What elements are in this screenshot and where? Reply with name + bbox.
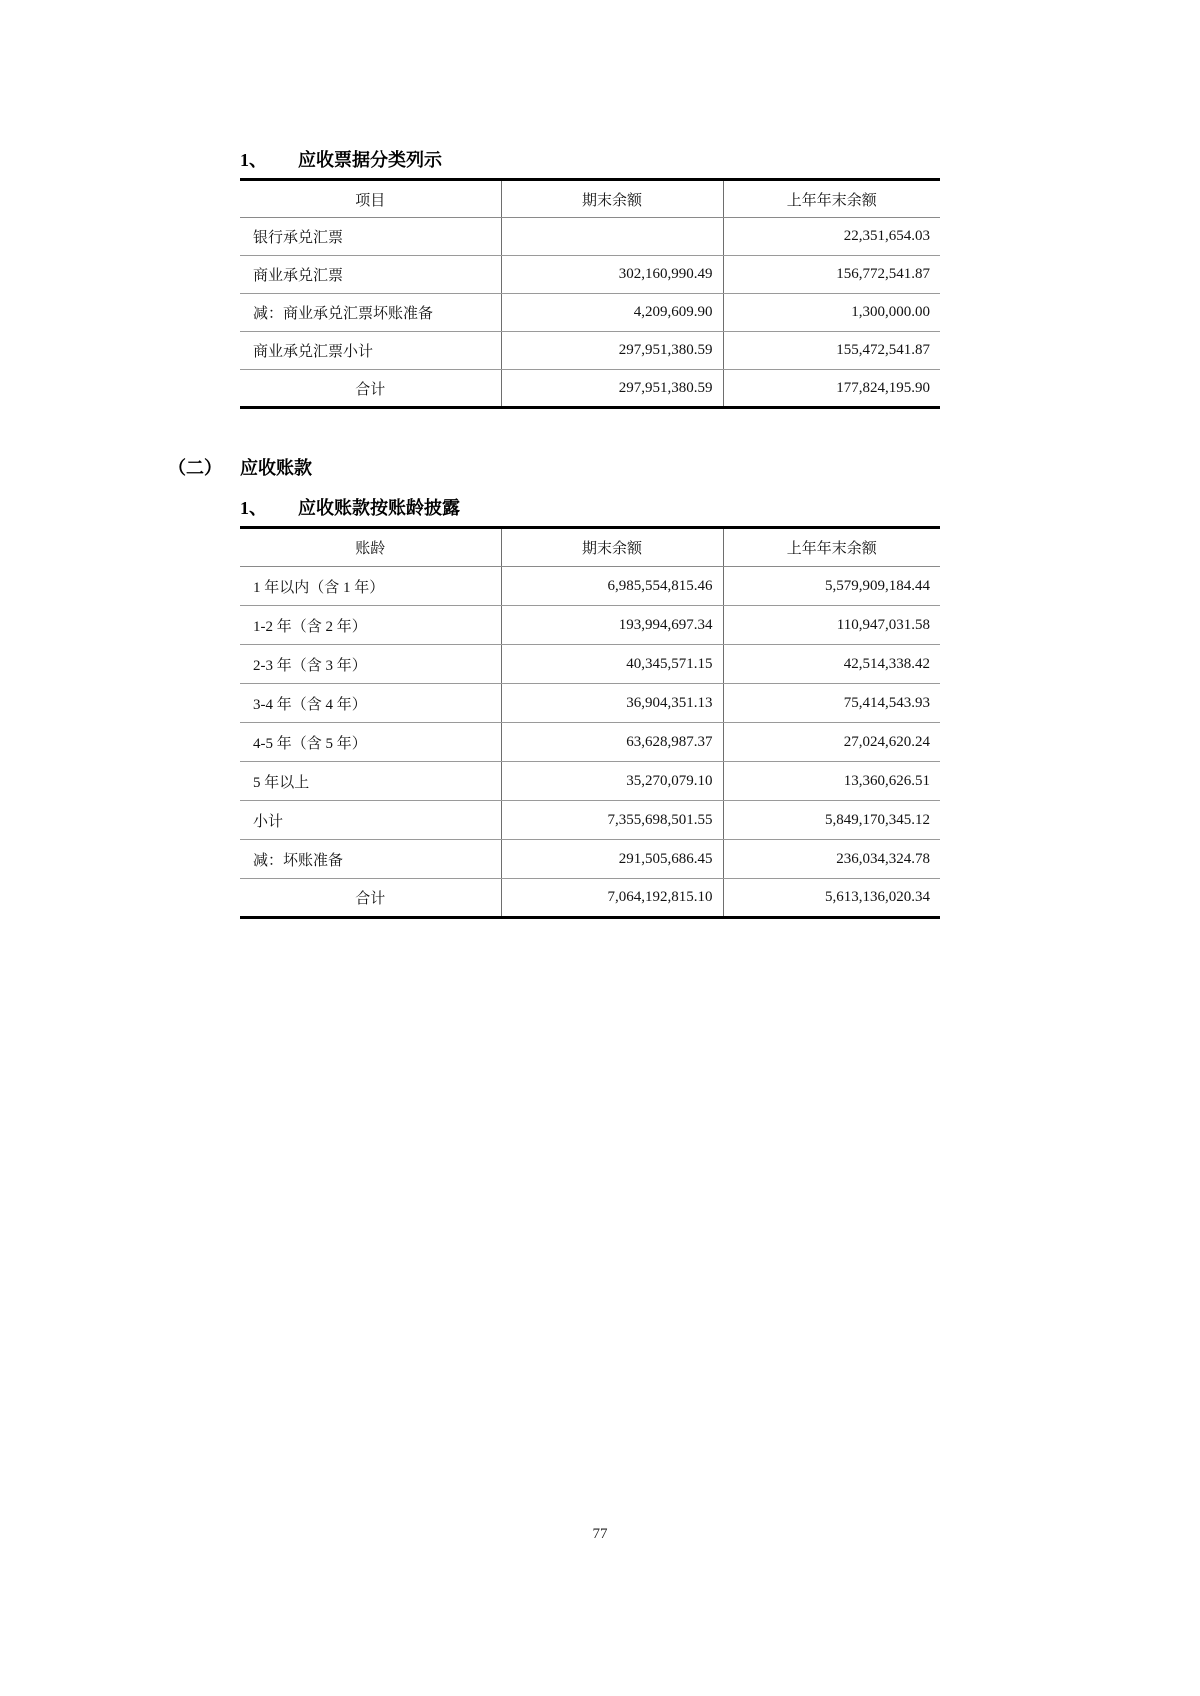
cell-prior-year-balance: 177,824,195.90	[836, 379, 930, 396]
accounts-receivable-aging-table	[240, 526, 940, 919]
table-row	[240, 762, 940, 801]
row-label: 4-5 年（含 5 年）	[240, 723, 501, 762]
table-row	[240, 218, 940, 256]
header-prior-year-balance: 上年年末余额	[723, 180, 940, 218]
section2-number: （二）	[168, 458, 222, 478]
header-prior-year-balance: 上年年末余额	[723, 528, 940, 567]
cell-closing-balance	[501, 218, 723, 256]
cell-prior-year-balance: 5,849,170,345.12	[723, 801, 940, 840]
row-label: 5 年以上	[240, 762, 501, 801]
section2-title: 应收账款	[240, 458, 312, 478]
table-row	[240, 256, 940, 294]
table-row	[240, 879, 940, 918]
table-row	[240, 370, 940, 408]
row-label: 2-3 年（含 3 年）	[240, 645, 501, 684]
header-closing-balance: 期末余额	[501, 528, 723, 567]
cell-closing-balance: 35,270,079.10	[501, 762, 723, 801]
header-aging: 账龄	[240, 528, 501, 567]
table-row	[240, 723, 940, 762]
cell-closing-balance: 291,505,686.45	[501, 840, 723, 879]
section2-subheading-text: 应收账款按账龄披露	[298, 498, 460, 518]
table-row	[240, 684, 940, 723]
cell-closing-balance: 193,994,697.34	[501, 606, 723, 645]
header-item: 项目	[240, 180, 501, 218]
cell-prior-year-balance: 1,300,000.00	[723, 294, 940, 332]
row-label: 1 年以内（含 1 年）	[240, 567, 501, 606]
cell-closing-balance: 4,209,609.90	[501, 294, 723, 332]
table-row	[240, 840, 940, 879]
cell-prior-year-balance: 236,034,324.78	[723, 840, 940, 879]
table-row	[240, 801, 940, 840]
section2-heading	[168, 456, 940, 480]
cell-closing-balance: 302,160,990.49	[501, 256, 723, 294]
cell-closing-balance: 7,355,698,501.55	[501, 801, 723, 840]
cell-closing-balance: 40,345,571.15	[501, 645, 723, 684]
row-label: 银行承兑汇票	[240, 218, 501, 256]
page-content	[168, 148, 940, 919]
cell-prior-year-balance: 5,579,909,184.44	[723, 567, 940, 606]
section2-subheading	[240, 496, 940, 520]
cell-closing-balance: 297,951,380.59	[501, 370, 723, 408]
row-label: 商业承兑汇票小计	[240, 332, 501, 370]
table-row	[240, 645, 940, 684]
header-closing-balance: 期末余额	[501, 180, 723, 218]
cell-prior-year-balance: 75,414,543.93	[723, 684, 940, 723]
row-label: 减：商业承兑汇票坏账准备	[240, 294, 501, 332]
table-row	[240, 606, 940, 645]
section1-heading	[240, 148, 940, 172]
cell-prior-year-balance: 13,360,626.51	[723, 762, 940, 801]
row-label: 减：坏账准备	[240, 840, 501, 879]
cell-prior-year-balance: 155,472,541.87	[723, 332, 940, 370]
notes-receivable-table	[240, 178, 940, 409]
row-label: 商业承兑汇票	[240, 256, 501, 294]
table-row	[240, 332, 940, 370]
row-label: 小计	[240, 801, 501, 840]
cell-prior-year-balance: 22,351,654.03	[723, 218, 940, 256]
section2-subheading-number: 1、	[240, 498, 267, 518]
section1-heading-text: 应收票据分类列示	[298, 150, 442, 170]
cell-closing-balance: 63,628,987.37	[501, 723, 723, 762]
row-label: 1-2 年（含 2 年）	[240, 606, 501, 645]
table-row	[240, 294, 940, 332]
cell-closing-balance: 6,985,554,815.46	[501, 567, 723, 606]
cell-prior-year-balance: 110,947,031.58	[723, 606, 940, 645]
cell-prior-year-balance: 156,772,541.87	[723, 256, 940, 294]
row-label: 合计	[240, 879, 501, 918]
section1-heading-number: 1、	[240, 150, 267, 170]
row-label: 合计	[240, 370, 501, 408]
table-header-row	[240, 528, 940, 567]
table-row	[240, 567, 940, 606]
cell-closing-balance: 7,064,192,815.10	[501, 879, 723, 918]
cell-closing-balance: 36,904,351.13	[501, 684, 723, 723]
table-header-row	[240, 180, 940, 218]
cell-prior-year-balance: 27,024,620.24	[723, 723, 940, 762]
cell-prior-year-balance: 42,514,338.42	[723, 645, 940, 684]
row-label: 3-4 年（含 4 年）	[240, 684, 501, 723]
page-number: 77	[592, 1526, 608, 1542]
cell-prior-year-balance: 5,613,136,020.34	[825, 889, 930, 905]
cell-closing-balance: 297,951,380.59	[501, 332, 723, 370]
